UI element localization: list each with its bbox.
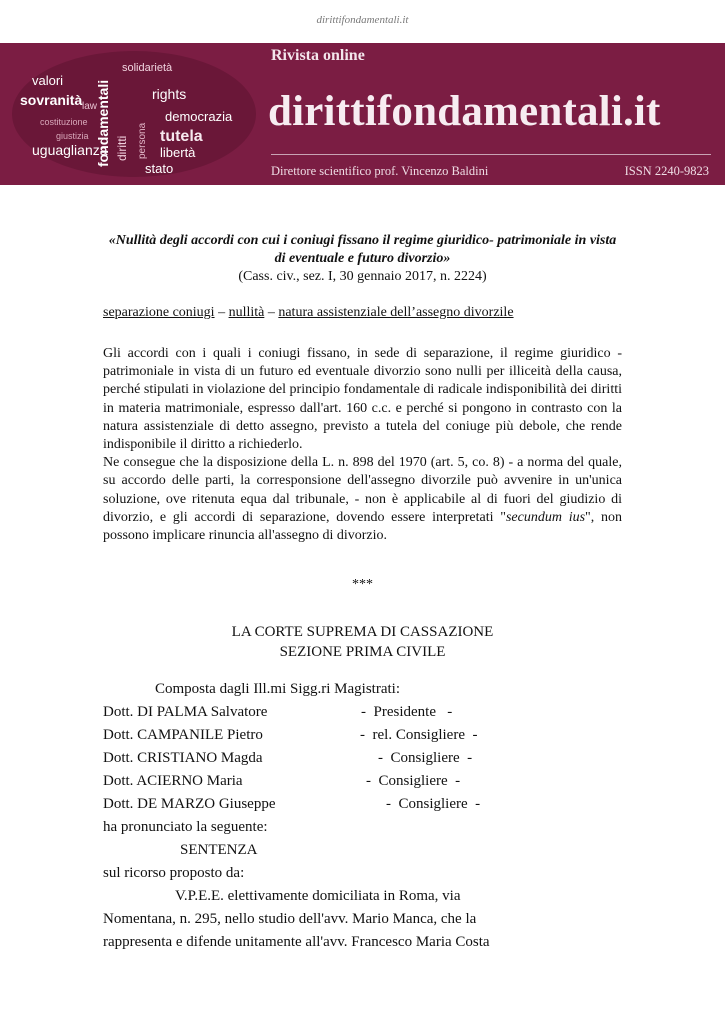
journal-title: dirittifondamentali.it — [268, 88, 661, 135]
party-line: V.P.E.E. elettivamente domiciliata in Roma, via — [175, 888, 461, 904]
ruling-intro — [103, 816, 622, 885]
keywords-line — [103, 304, 622, 322]
ricorso-line: sul ricorso proposto da: — [103, 865, 245, 881]
svg-text:libertà: libertà — [160, 145, 196, 160]
svg-text:uguaglianza: uguaglianza — [32, 142, 108, 158]
svg-text:fondamentali: fondamentali — [95, 79, 111, 167]
summary-paragraph-1: Gli accordi con i quali i coniugi fissano, in sede di separazione, il regime giuridico - patrimoniale in vista di un futuro ed eventuale divorzio sono nulli per illiceità della causa, perché stipulati in violazione del principio fondamentale di radicale indisponibilità dei diritti in materia matrimoniale, espresso dall'art. 160 c.c. e perché si pongono in contrasto con la natura assistenziale di detto assegno, previsto a tutela del coniuge più debole, che rende indisponibile il diritto a richiederlo. — [103, 346, 622, 453]
svg-text:costituzione: costituzione — [40, 117, 88, 127]
sentenza-heading: SENTENZA — [180, 842, 258, 858]
svg-text:rights: rights — [152, 86, 187, 102]
judge-row — [103, 701, 622, 724]
court-name: LA CORTE SUPREMA DI CASSAZIONE — [231, 624, 494, 640]
judge-name: Dott. DE MARZO Giuseppe — [103, 796, 276, 812]
summary-text: ", non possono implicare rinuncia all'assegno di divorzio. — [103, 509, 622, 544]
svg-text:stato: stato — [145, 161, 174, 176]
judge-role: - Presidente - — [361, 704, 453, 720]
svg-text:sovranità: sovranità — [20, 92, 83, 108]
party-line: Nomentana, n. 295, nello studio dell'avv. Mario Manca, che la — [103, 911, 477, 927]
judge-name: Dott. DI PALMA Salvatore — [103, 704, 268, 720]
journal-banner — [0, 43, 725, 185]
svg-text:valori: valori — [32, 73, 64, 88]
judge-role: - rel. Consigliere - — [360, 727, 478, 743]
party-line: rappresenta e difende unitamente all'avv. Francesco Maria Costa — [103, 934, 490, 950]
party-paragraph — [103, 885, 622, 954]
section-separator: *** — [352, 577, 373, 592]
judge-name: Dott. CRISTIANO Magda — [103, 750, 263, 766]
keyword-separazione: separazione coniugi — [103, 305, 215, 320]
svg-text:democrazia: democrazia — [165, 109, 233, 124]
judge-role: - Consigliere - — [386, 796, 481, 812]
word-cloud-logo — [10, 49, 258, 179]
svg-text:tutela: tutela — [160, 128, 203, 145]
director-line: Direttore scientifico prof. Vincenzo Baldini — [271, 164, 489, 178]
svg-text:giustizia: giustizia — [56, 131, 89, 141]
judge-name: Dott. CAMPANILE Pietro — [103, 727, 263, 743]
keyword-separator: – — [214, 305, 229, 320]
court-section: SEZIONE PRIMA CIVILE — [279, 644, 446, 660]
judge-row — [103, 747, 622, 770]
svg-text:diritti: diritti — [115, 135, 129, 161]
judge-row — [103, 770, 622, 793]
rivista-online-label: Rivista online — [271, 47, 365, 64]
case-reference: (Cass. civ., sez. I, 30 gennaio 2017, n. 2224) — [238, 269, 487, 284]
judge-row — [103, 793, 622, 816]
pronounced-line: ha pronunciato la seguente: — [103, 819, 268, 835]
composition-intro: Composta dagli Ill.mi Sigg.ri Magistrati: — [155, 681, 400, 697]
court-heading — [103, 622, 622, 662]
keyword-separator: – — [264, 305, 279, 320]
svg-text:solidarietà: solidarietà — [122, 62, 173, 74]
site-url-header: dirittifondamentali.it — [316, 14, 409, 26]
summary-paragraph-2 — [103, 454, 622, 545]
keyword-assegno: natura assistenziale dell’assegno divorzile — [278, 305, 514, 320]
case-title: «Nullità degli accordi con cui i coniugi fissano il regime giuridico- patrimoniale in vista di eventuale e futuro divorzio» — [108, 233, 617, 267]
summary-text: Ne consegue che la disposizione della L. n. 898 del 1970 (art. 5, co. 8) - a norma del quale, su accordo delle parti, la corresponsione dell'assegno divorzile può avvenire in un'unica soluzione, ove ritenuta equa dal tribunale, - non è applicabile al di fuori del giudizio di divorzio, e gli accordi di separazione, dovendo essere interpretati " — [103, 455, 622, 525]
keyword-nullita: nullità — [228, 305, 265, 320]
judge-name: Dott. ACIERNO Maria — [103, 773, 243, 789]
svg-text:persona: persona — [137, 122, 148, 159]
judge-row — [103, 724, 622, 747]
judge-role: - Consigliere - — [366, 773, 461, 789]
latin-phrase: secundum ius — [505, 509, 586, 525]
judge-role: - Consigliere - — [378, 750, 473, 766]
banner-divider — [271, 154, 711, 155]
case-summary — [103, 345, 622, 545]
judges-list — [103, 701, 622, 816]
issn-label: ISSN 2240-9823 — [624, 164, 709, 178]
svg-text:law: law — [82, 101, 98, 112]
